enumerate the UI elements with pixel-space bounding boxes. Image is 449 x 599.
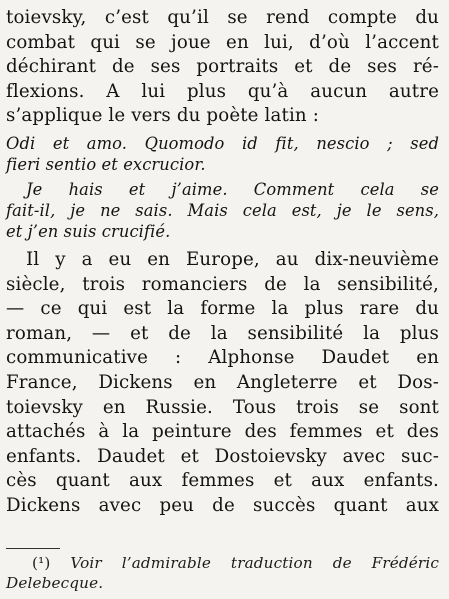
text-line: flexions. A lui plus qu’à aucun autre	[6, 80, 439, 102]
footnote	[6, 553, 439, 593]
text-line: — ce qui est la forme la plus rare du	[6, 298, 439, 320]
text-line: France, Dickens en Angleterre et Dos-	[6, 371, 439, 393]
text-line: cès quant aux femmes et aux enfants.	[6, 470, 439, 492]
text-line: roman, — et de la sensibilité la plus	[6, 322, 439, 344]
text-line: déchirant de ses portraits et de ses ré-	[6, 56, 439, 78]
text-line: toievsky, c’est qu’il se rend compte du	[6, 7, 439, 28]
footnote-text: Voir l’admirable traduction de Frédéric	[70, 554, 439, 572]
article-text	[6, 6, 439, 519]
text-line: s’applique le vers du poète latin :	[6, 105, 319, 127]
latin-quote-line: Odi et amo. Quomodo id fit, nescio ; sed	[6, 133, 439, 153]
footnote-divider	[6, 548, 60, 549]
translation-line: fait-il, je ne sais. Mais cela est, je le sens,	[6, 200, 439, 220]
text-line: Dickens avec peu de succès quant aux	[6, 494, 439, 516]
translation-line: et j’en suis crucifié.	[6, 221, 171, 241]
text-line: toievsky en Russie. Tous trois se sont	[6, 396, 439, 418]
text-line: communicative : Alphonse Daudet en	[6, 347, 439, 369]
text-line: attachés à la peinture des femmes et des	[6, 421, 439, 443]
text-line: combat qui se joue en lui, d’où l’accent	[6, 31, 439, 53]
footnote-marker: (¹)	[32, 554, 51, 572]
translation-line: Je hais et j’aime. Comment cela se	[26, 179, 439, 199]
text-line: siècle, trois romanciers de la sensibilité,	[6, 273, 439, 295]
footnote-line: Delebecque.	[6, 574, 104, 592]
latin-quote-line: fieri sentio et excrucior.	[6, 154, 206, 174]
text-line: enfants. Daudet et Dostoievsky avec suc-	[6, 445, 439, 467]
text-line: Il y a eu en Europe, au dix-neuvième	[26, 248, 439, 270]
footnote-line	[6, 553, 439, 573]
